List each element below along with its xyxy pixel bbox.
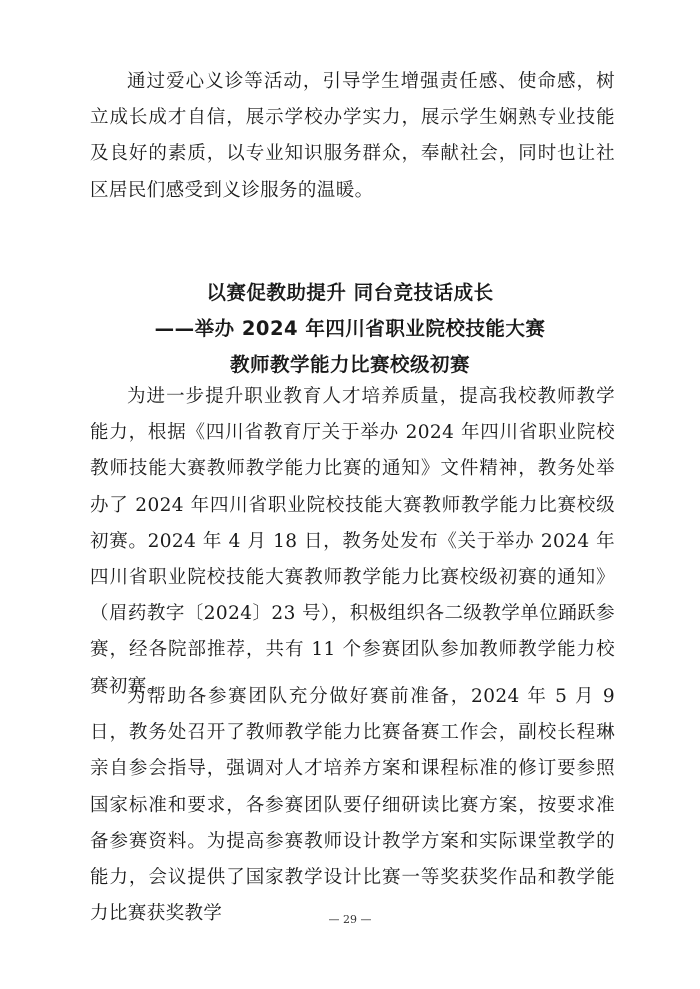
article-title-line-3: 教师教学能力比赛校级初赛: [229, 353, 470, 376]
article-title-line-1: 以赛促教助提升 同台竞技话成长: [206, 281, 494, 304]
intro-paragraph: 通过爱心义诊等活动，引导学生增强责任感、使命感，树立成长成才自信，展示学校办学实力，展示学生娴熟专业技能及良好的素质，以专业知识服务群众，奉献社会，同时也让社区居民们感受到义诊服务的温暖。: [90, 71, 615, 201]
article-paragraph-2: 为帮助各参赛团队充分做好赛前准备，2024 年 5 月 9 日，教务处召开了教师教学能力比赛备赛工作会，副校长程琳亲自参会指导，强调对人才培养方案和课程标准的修订要参照国家标准和要求，各参赛团队要仔细研读比赛方案，按要求准备参赛资料。为提高参赛教师设计教学方案和实际课堂教学的能力，会议提供了国家教学设计比赛一等奖获奖作品和教学能力比赛获奖教学: [90, 686, 615, 925]
article-title-line-2: ——举办 2024 年四川省职业院校技能大赛: [154, 317, 546, 340]
page-number: — 29 —: [328, 913, 372, 926]
article-paragraph-1: 为进一步提升职业教育人才培养质量，提高我校教师教学能力，根据《四川省教育厅关于举办 2024 年四川省职业院校教师技能大赛教师教学能力比赛的通知》文件精神，教务处举办了 2024 年四川省职业院校技能大赛教师教学能力比赛校级初赛。2024 年 4 月 18 日，教务处发布《关于举办 2024 年四川省职业院校技能大赛教师教学能力比赛校级初赛的通知》（眉药教字〔2024〕23 号），积极组织各二级教学单位踊跃参赛，经各院部推荐，共有 11 个参赛团队参加教师教学能力校赛初赛。: [90, 386, 615, 697]
